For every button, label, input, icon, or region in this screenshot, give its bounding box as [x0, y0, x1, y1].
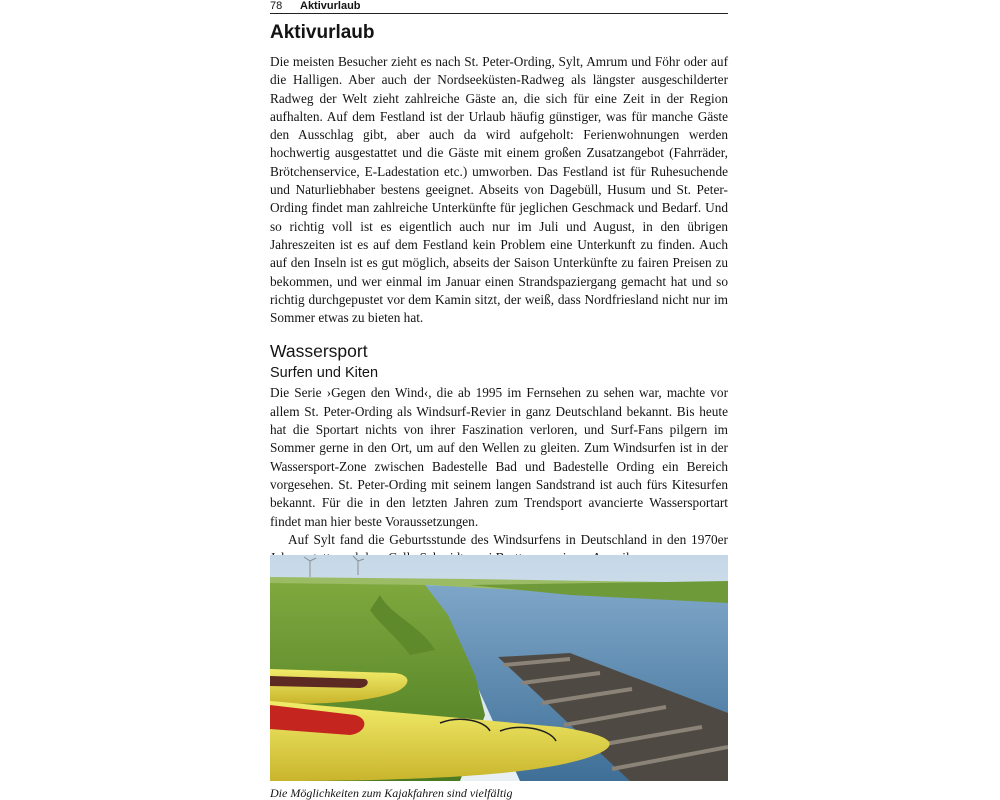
running-head	[270, 0, 728, 14]
body-paragraph-2: Auf Sylt fand die Geburtsstunde des Windsurfens in Deutschland in den 1970er	[288, 531, 728, 547]
section-title: Wassersport	[270, 341, 368, 362]
page-number: 78	[270, 0, 283, 12]
chapter-title: Aktivurlaub	[270, 22, 375, 43]
running-head-section: Aktivurlaub	[300, 0, 361, 12]
intro-paragraph: Die meisten Besucher zieht es nach St. Peter-Ording, Sylt, Amrum und Föhr oder auf die Halligen. Aber auch der Nordseeküsten-Radweg als längster ausgeschilderter Radweg der Welt zieht zahlreiche Gäste an, die sich für eine Zeit in der Region aufhalten. Auf dem Festland ist der Urlaub häufig günstiger, was für manche Gäste den Ausschlag gibt, aber auch da wird aufgeholt: Ferienwohnungen werden hochwertig ausgestattet und die Gäste mit einem großen Zusatzangebot (Fahrräder, Brötchenservice, E-Ladestation etc.) umworben. Das Festland ist für Ruhesuchende und Naturliebhaber bestens geeignet. Abseits von Dagebüll, Husum und St. Peter-Ording findet man zahlreiche Unterkünfte für jeglichen Geschmack und Bedarf. Und so richtig voll ist es eigentlich auch nur im Juli und August, in den übrigen Jahreszeiten ist es auf dem Festland kein Problem eine Unterkunft zu finden. Auch auf den Inseln ist es gut möglich, abseits der Saison Unterkünfte zu fairen Preisen zu bekommen, und wer einmal im Januar einen Strandspaziergang gemacht hat und so richtig durchgepustet vor dem Kamin sitzt, der weiß, dass Nordfriesland nicht nur im Sommer etwas zu bieten hat.	[270, 54, 728, 326]
body-paragraph-1: Die Serie ›Gegen den Wind‹, die ab 1995 im Fernsehen zu sehen war, machte vor allem St. Peter-Ording als Windsurf-Revier in ganz Deutschland bekannt. Bis heute hat die Sportart nichts von ihrer Faszination verloren, und Surf-Fans pilgern im Sommer gerne in den Ort, um auf den Wellen zu gleiten. Zum Windsurfen ist in der Wassersport-Zone zwischen Badestelle Bad und Badestelle Ording ein Bereich vorgesehen. St. Peter-Ording mit seinem langen Sandstrand ist auch fürs Kitesurfen bekannt. Für die in den letzten Jahren zum Trendsport avancierte Wassersportart findet man hier beste Voraussetzungen.	[270, 385, 728, 529]
page-column	[270, 0, 728, 567]
photo-caption: Die Möglichkeiten zum Kajakfahren sind vielfältig	[270, 786, 513, 800]
subsection-title: Surfen und Kiten	[270, 365, 379, 382]
kayak-photo	[270, 555, 728, 781]
